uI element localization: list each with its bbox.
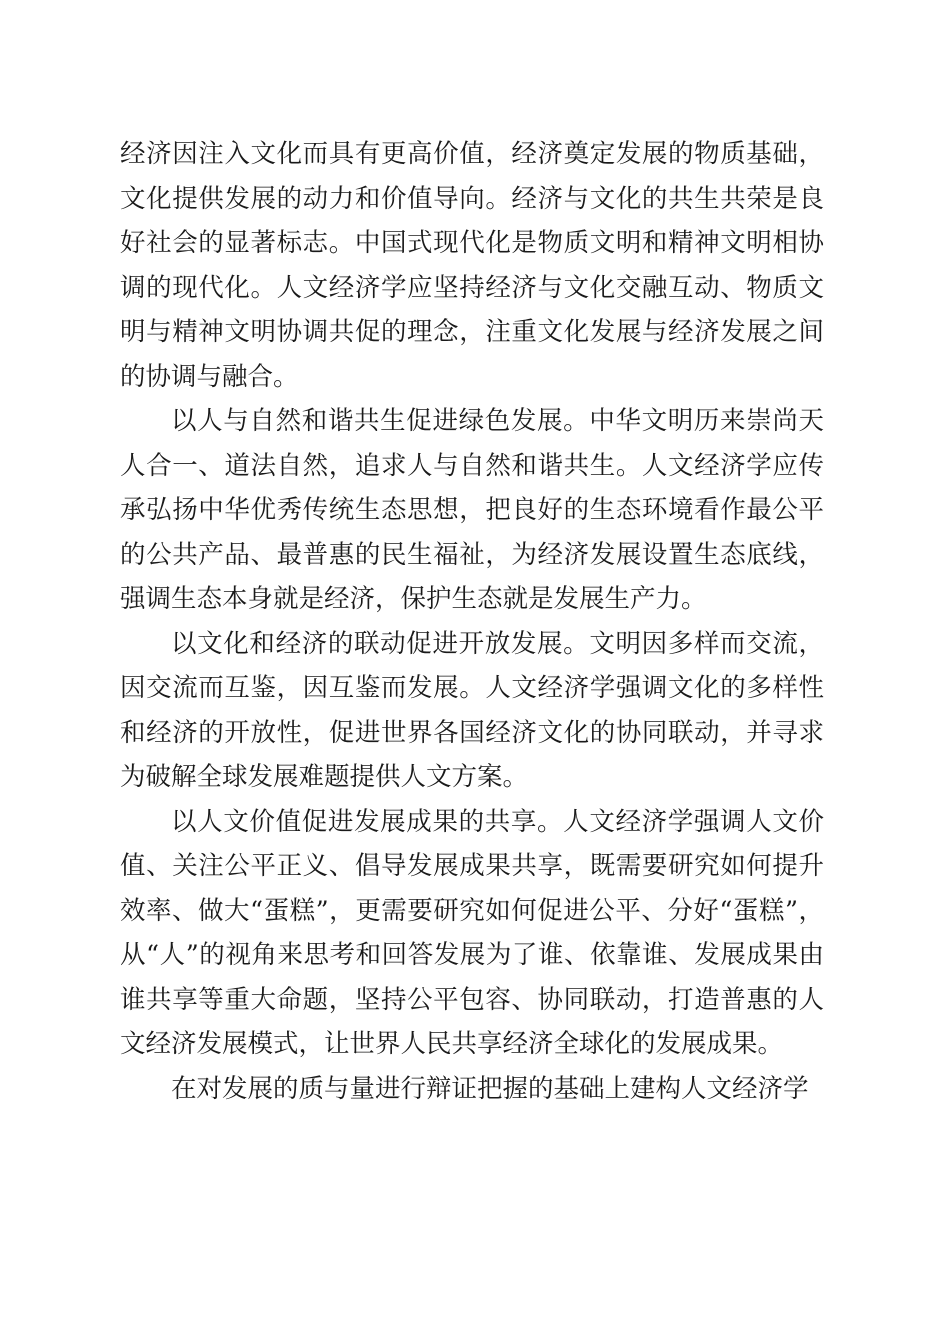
paragraph-culture-economy: 经济因注入文化而具有更高价值，经济奠定发展的物质基础，文化提供发展的动力和价值导向。经济与文化的共生共荣是良好社会的显著标志。中国式现代化是物质文明和精神文明相协调的现代化。人文经济学应坚持经济与文化交融互动、物质文明与精神文明协调共促的理念，注重文化发展与经济发展之间的协调与融合。 bbox=[120, 139, 824, 392]
paragraph-shared-development: 以人文价值促进发展成果的共享。人文经济学强调人文价值、关注公平正义、倡导发展成果共享，既需要研究如何提升效率、做大“蛋糕”，更需要研究如何促进公平、分好“蛋糕”，从“人”的视角来思考和回答发展为了谁、依靠谁、发展成果由谁共享等重大命题，坚持公平包容、协同联动，打造普惠的人文经济发展模式，让世界人民共享经济全球化的发展成果。 bbox=[120, 806, 824, 1059]
paragraph-green-development: 以人与自然和谐共生促进绿色发展。中华文明历来崇尚天人合一、道法自然，追求人与自然和谐共生。人文经济学应传承弘扬中华优秀传统生态思想，把良好的生态环境看作最公平的公共产品、最普惠的民生福祉，为经济发展设置生态底线，强调生态本身就是经济，保护生态就是发展生产力。 bbox=[120, 406, 824, 614]
paragraph-section-heading: 在对发展的质与量进行辩证把握的基础上建构人文经济学 bbox=[171, 1073, 809, 1104]
paragraph-open-development: 以文化和经济的联动促进开放发展。文明因多样而交流，因交流而互鉴，因互鉴而发展。人文经济学强调文化的多样性和经济的开放性，促进世界各国经济文化的协同联动，并寻求为破解全球发展难题提供人文方案。 bbox=[120, 628, 824, 792]
document-page bbox=[120, 132, 824, 1111]
